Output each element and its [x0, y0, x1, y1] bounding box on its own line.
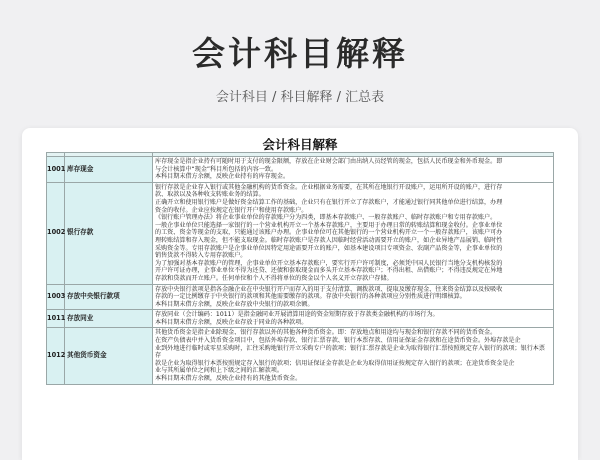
- description-line: 存放同业（会计编码：1011）是指金融同业开展清算用途的资金短期存放于存款类金融机构的市场行为。: [155, 311, 439, 319]
- description-line: 为了加强对基本存款账户的管理，企事业单位开立基本存款账户，要实行开户许可制度，必须凭中国人民银行当地分支机构核发的: [155, 259, 503, 267]
- account-description: [153, 182, 554, 284]
- description-line: 资金的收付。企业应按规定在银行开户和使用存款账户。: [155, 206, 308, 214]
- account-code: 1012: [47, 328, 65, 384]
- table-row: [47, 328, 554, 384]
- description-line: 存款的一定比例缴存于中央银行的款项和其他需要缴存的款项。存放中央银行的各种款项应分别性质进行明细核算。: [155, 293, 466, 301]
- description-line: 库存现金是指企业持有可随时用于支付的现金限额，存放在企业财会部门由出纳人员经管的现金，包括人民币现金和外币现金。即: [155, 158, 503, 165]
- account-name: 其他货币资金: [65, 328, 153, 384]
- description-line: 正确开立和使用银行账户是做好资金结算工作的基础，企业只有在银行开立了存款账户，才能通过银行同其他单位进行结算，办理: [155, 198, 503, 206]
- account-name: 存放同业: [65, 310, 153, 328]
- description-line: 银行存款是企业存入银行或其他金融机构的货币资金。企业根据业务需要，在其所在地银行开设账户，运用所开设的账户，进行存: [155, 183, 503, 191]
- sheet-title: 会计科目解释: [262, 137, 338, 152]
- description-line: 本科目期末借方余额，反映企业持有的库存现金。: [155, 173, 290, 181]
- description-line: 的工资、资金等现金的支取，只能通过该账户办理。企事业单位可在其他银行的一个营业机构开立一个一般存款账户，该账户可办: [155, 229, 503, 237]
- account-code: 1001: [47, 157, 65, 183]
- page-title: 会计科目解释: [192, 34, 408, 73]
- account-code: 1011: [47, 310, 65, 328]
- description-line: 销售货款不得转入专用存款账户。: [155, 252, 247, 260]
- table-row: [47, 310, 554, 328]
- description-line: 其他货币资金是指企业除现金、银行存款以外的其他各种货币资金。即：存放地点和用途均与现金和银行存款不同的货币资金。: [155, 329, 497, 337]
- description-line: 本科目期末借方余额，反映企业存放中央银行的款项余额。: [155, 300, 314, 308]
- table-row: [47, 182, 554, 284]
- account-description: [153, 284, 554, 310]
- account-description: [153, 310, 554, 328]
- account-name: 库存现金: [65, 157, 153, 183]
- description-line: 存款和贷款而开立账户。任何单位和个人不得将单位的资金以个人名义开立存款户存储。: [155, 274, 393, 282]
- description-line: 本科目期末借方余额，反映企业存放于同业的各种款项。: [155, 318, 308, 326]
- account-name: 存放中央银行款项: [65, 284, 153, 310]
- description-line: 与会计核算中“现金”科目所包括的内容一致。: [155, 165, 278, 173]
- description-line: 业与其所属单位之间和上下级之间的汇解款项。: [155, 367, 283, 375]
- description-line: 《银行账户管理办法》将企业事业单位的存款账户分为四类，即基本存款账户、一般存款账户、临时存款账户和专用存款账户。: [155, 214, 497, 222]
- description-line: 开户许可证办理，企事业单位不得为还贷、还债和套取现金而多头开立基本存款账户；不得出租、出借账户；不得违反规定在异地: [155, 267, 503, 275]
- description-line: 款是企业为取得银行本票按照规定存入银行的款项；信用证保证金存款是企业为取得信用证按规定存入银行的款项；在途货币资金是企: [155, 359, 515, 367]
- description-line: 理转账结算和存入现金，但不能支取现金。临时存款账户是存款人因临时经营活动需要开立的账户，如企业异地产品展销、临时性: [155, 236, 503, 244]
- description-line: 采购资金等。专用存款账户是企事业单位因特定用途需要开立的账户，如基本建设项目专项资金、农副产品资金等，企事业单位的: [155, 244, 503, 252]
- page-subtitle: 会计科目 / 科目解释 / 汇总表: [215, 90, 385, 105]
- description-line: 一般企事业单位只能选择一家银行的一个营业机构开立一个基本存款账户，主要用于办理日常的转账结算和现金收付。企事业单位: [155, 221, 503, 229]
- description-line: 在资产负债表中并入货币资金项目中，包括外埠存款、银行汇票存款、银行本票存款、信用证保证金存款和在途货币资金。外埠存款是企: [155, 337, 521, 345]
- description-line: 款、取款以及各种收支转账业务的结算。: [155, 191, 265, 199]
- account-code: 1002: [47, 182, 65, 284]
- account-code: 1003: [47, 284, 65, 310]
- description-line: 本科目期末借方余额，反映企业持有的其他货币资金。: [155, 375, 302, 383]
- account-name: 银行存款: [65, 182, 153, 284]
- account-description: [153, 157, 554, 183]
- description-line: 存放中央银行款项是指各金融企业在中央银行开户而存入的用于支付清算、调拨款项、提取及缴存现金、往来资金结算以及按吸收: [155, 285, 503, 293]
- account-description: [153, 328, 554, 384]
- sheet-card: [22, 128, 578, 460]
- account-table: [46, 152, 554, 385]
- description-line: 业到外地进行临时或零星采购时，汇往采购地银行开立采购专户的款项；银行汇票存款是企业为取得银行汇票按照规定存入银行的款项；银行本票存: [155, 344, 545, 360]
- table-row: [47, 284, 554, 310]
- table-row: [47, 157, 554, 183]
